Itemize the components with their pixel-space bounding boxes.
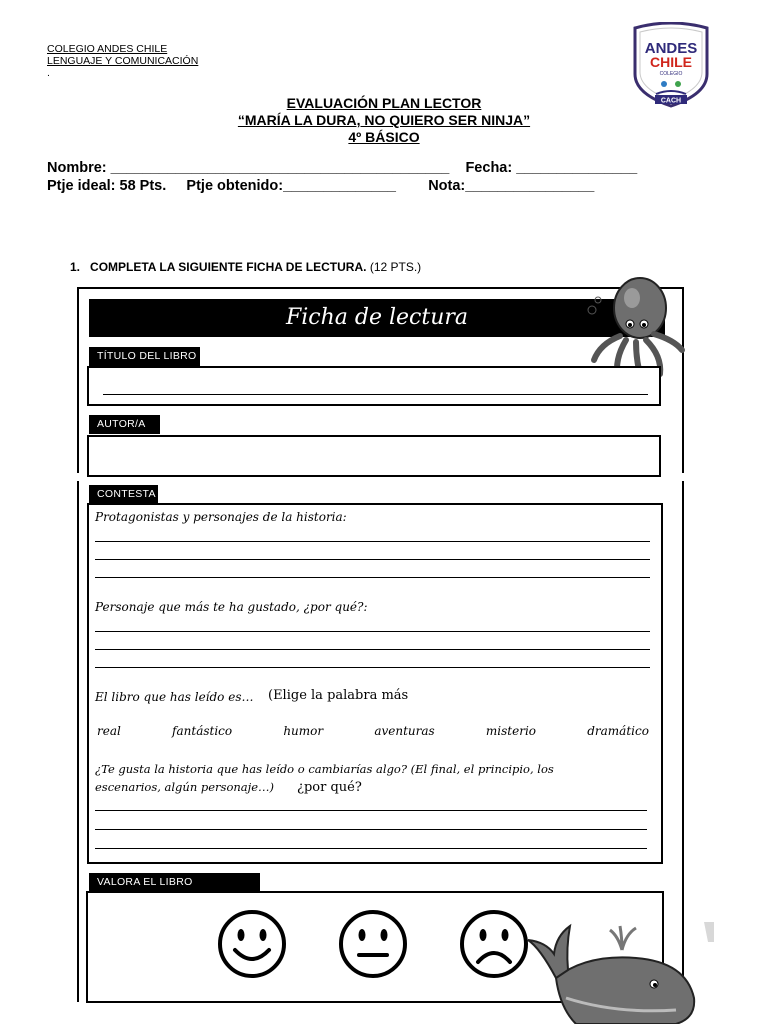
option-misterio[interactable]: misterio [485, 724, 537, 738]
score-row[interactable]: Ptje ideal: 58 Pts. Ptje obtenido:______________ Nota:________________ [47, 178, 595, 194]
option-humor[interactable]: humor [283, 724, 324, 738]
prompt-opinion-1: ¿Te gusta la historia que has leído o cambiarías algo? (El final, el principio, los [95, 762, 554, 776]
answer-line[interactable] [95, 810, 647, 811]
logo-cach: CACH [660, 97, 682, 105]
prompt-personajes: Protagonistas y personajes de la historia: [95, 510, 347, 524]
answer-line[interactable] [95, 667, 650, 668]
question-text: COMPLETA LA SIGUIENTE FICHA DE LECTURA. [90, 260, 367, 274]
subject-name: LENGUAJE Y COMUNICACIÓN [47, 55, 199, 67]
option-dramatico[interactable]: dramático [587, 724, 649, 738]
header-dot: . [47, 67, 50, 79]
school-header [47, 43, 198, 79]
genre-options [97, 724, 649, 738]
answer-line[interactable] [95, 631, 650, 632]
question-1 [70, 260, 421, 274]
logo-andes: ANDES [644, 40, 698, 57]
title-line-2: “MARÍA LA DURA, NO QUIERO SER NINJA” [237, 112, 531, 128]
logo-ribbon: COLEGIO [659, 71, 683, 77]
autor-field[interactable] [87, 435, 661, 477]
answer-line[interactable] [95, 577, 650, 578]
evaluation-title [0, 95, 768, 146]
sad-face-icon[interactable] [458, 908, 530, 980]
option-aventuras[interactable]: aventuras [374, 724, 435, 738]
question-points: (12 PTS.) [369, 260, 422, 274]
prompt-por-que: ¿por qué? [297, 780, 362, 795]
answer-line[interactable] [95, 649, 650, 650]
prompt-tipo-libro: El libro que has leído es… [95, 690, 254, 704]
prompt-personaje-favorito: Personaje que más te ha gustado, ¿por qué?: [95, 600, 368, 614]
titulo-field[interactable] [87, 366, 661, 406]
valora-tag: VALORA EL LIBRO [89, 873, 260, 892]
prompt-tipo-hint: (Elige la palabra más [268, 688, 409, 703]
title-line-3: 4º BÁSICO [348, 129, 420, 145]
name-date-row[interactable]: Nombre: __________________________________________ Fecha: _______________ [47, 160, 638, 176]
answer-line[interactable] [95, 829, 647, 830]
option-real[interactable]: real [97, 724, 121, 738]
neutral-face-icon[interactable] [337, 908, 409, 980]
prompt-opinion-2: escenarios, algún personaje…) [95, 780, 275, 794]
titulo-tag: TÍTULO DEL LIBRO [89, 347, 200, 366]
option-fantastico[interactable]: fantástico [172, 724, 233, 738]
answer-line[interactable] [95, 559, 650, 560]
whale-icon [526, 918, 714, 1024]
ficha-title: Ficha de lectura [89, 299, 665, 337]
title-line-1: EVALUACIÓN PLAN LECTOR [286, 95, 482, 111]
question-number: 1. [70, 260, 81, 274]
answer-line[interactable] [95, 541, 650, 542]
contesta-tag: CONTESTA [89, 485, 158, 504]
autor-tag: AUTOR/A [89, 415, 160, 434]
answer-line[interactable] [95, 848, 647, 849]
logo-chile: CHILE [650, 54, 692, 70]
happy-face-icon[interactable] [216, 908, 288, 980]
school-name: COLEGIO ANDES CHILE [47, 43, 168, 55]
